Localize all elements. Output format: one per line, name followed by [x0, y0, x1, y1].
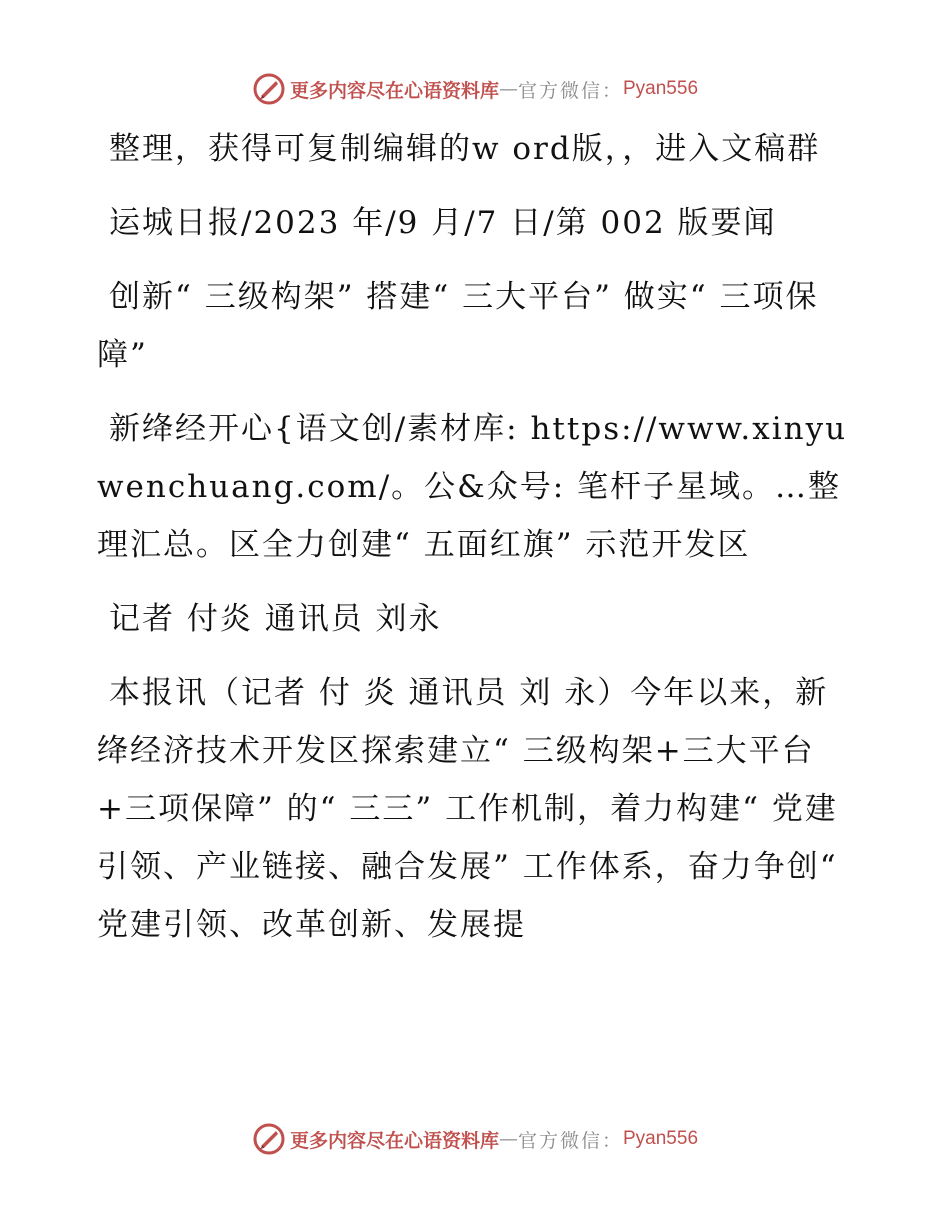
feather-pen-logo-icon	[252, 1122, 286, 1156]
article-body	[97, 120, 857, 970]
banner-official-label: 官方微信：	[517, 79, 623, 102]
footer-watermark-banner	[0, 1122, 950, 1156]
paragraph-byline: 记者 付炎 通讯员 刘永	[109, 601, 442, 637]
banner-official-label: 官方微信：	[517, 1129, 623, 1152]
paragraph-source-line: 运城日报/2023 年/9 月/7 日/第 002 版要闻	[109, 205, 777, 241]
banner-wechat-id: Pyan556	[623, 78, 699, 99]
banner-dash: —	[498, 78, 518, 100]
header-watermark-banner	[0, 72, 950, 106]
feather-pen-logo-icon	[252, 72, 286, 106]
banner-brand-text: 更多内容尽在心语资料库	[289, 79, 499, 102]
banner-dash: —	[498, 1128, 518, 1150]
banner-brand-text: 更多内容尽在心语资料库	[289, 1129, 499, 1152]
paragraph-subheadline: 新绛经开心{语文创/素材库: https://www.xinyuwenchuang.com/。公&众号: 笔杆子星域。…整理汇总。区全力创建“ 五面红旗” 示范开发区	[97, 411, 848, 563]
paragraph-intro-note: 整理，获得可复制编辑的w ord版，，进入文稿群	[109, 131, 821, 167]
paragraph-body: 本报讯（记者 付 炎 通讯员 刘 永）今年以来，新绛经济技术开发区探索建立“ 三级构架+三大平台+三项保障” 的“ 三三” 工作机制，着力构建“ 党建引领、产业链接、融合发展” 工作体系，奋力争创“ 党建引领、改革创新、发展提	[97, 675, 838, 943]
banner-wechat-id: Pyan556	[623, 1128, 699, 1149]
paragraph-headline: 创新“ 三级构架” 搭建“ 三大平台” 做实“ 三项保障”	[97, 279, 819, 373]
